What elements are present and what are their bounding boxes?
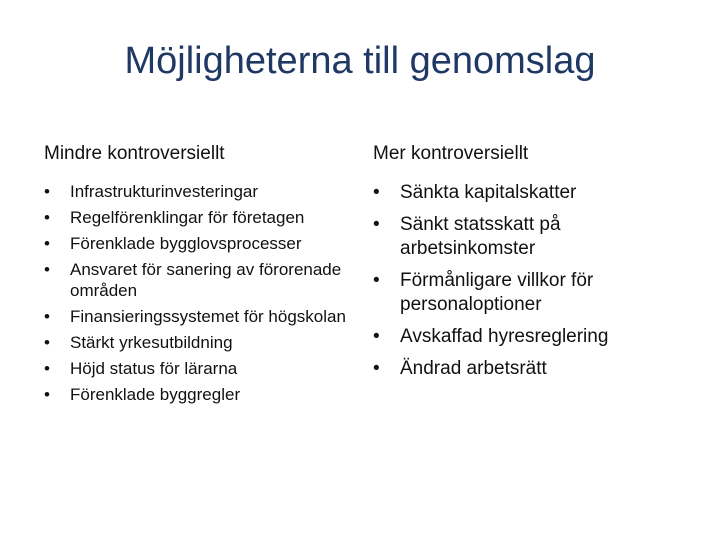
list-item (44, 332, 349, 353)
list-item (44, 306, 349, 327)
bullet-icon: • (44, 385, 50, 404)
list-item (44, 384, 349, 405)
list-item-text: Regelförenklingar för företagen (70, 208, 305, 227)
bullet-icon: • (44, 307, 50, 326)
bullet-icon: • (373, 326, 380, 347)
bullet-icon: • (373, 214, 380, 235)
bullet-icon: • (373, 270, 380, 291)
list-item-text: Infrastrukturinvesteringar (70, 182, 259, 201)
list-item (373, 357, 673, 381)
list-item-text: Avskaffad hyresreglering (400, 326, 609, 347)
left-column-heading: Mindre kontroversiellt (44, 143, 225, 164)
bullet-icon: • (373, 358, 380, 379)
right-column-heading: Mer kontroversiellt (373, 143, 529, 164)
right-column (373, 143, 673, 389)
bullet-icon: • (44, 333, 50, 352)
left-column (44, 143, 349, 410)
list-item (373, 269, 673, 317)
list-item-text: Stärkt yrkesutbildning (70, 333, 233, 352)
list-item (44, 233, 349, 254)
list-item (373, 213, 673, 261)
list-item-text: Finansieringssystemet för högskolan (70, 307, 346, 326)
list-item-text: Sänkta kapitalskatter (400, 182, 577, 203)
list-item-text: Ansvaret för sanering av förorenade områden (70, 260, 342, 300)
left-bullet-list (44, 181, 349, 405)
bullet-icon: • (44, 182, 50, 201)
bullet-icon: • (44, 260, 50, 279)
list-item-text: Förmånligare villkor för personaloptioner (400, 270, 594, 315)
bullet-icon: • (44, 234, 50, 253)
bullet-icon: • (44, 359, 50, 378)
list-item-text: Sänkt statsskatt på arbetsinkomster (400, 214, 561, 259)
right-bullet-list (373, 181, 673, 381)
list-item-text: Förenklade bygglovsprocesser (70, 234, 302, 253)
list-item (44, 358, 349, 379)
list-item (373, 181, 673, 205)
slide-title: Möjligheterna till genomslag (124, 40, 596, 82)
bullet-icon: • (373, 182, 380, 203)
list-item (44, 259, 349, 301)
list-item-text: Höjd status för lärarna (70, 359, 238, 378)
list-item (44, 181, 349, 202)
list-item (44, 207, 349, 228)
list-item (373, 325, 673, 349)
list-item-text: Förenklade byggregler (70, 385, 241, 404)
bullet-icon: • (44, 208, 50, 227)
list-item-text: Ändrad arbetsrätt (400, 358, 547, 379)
